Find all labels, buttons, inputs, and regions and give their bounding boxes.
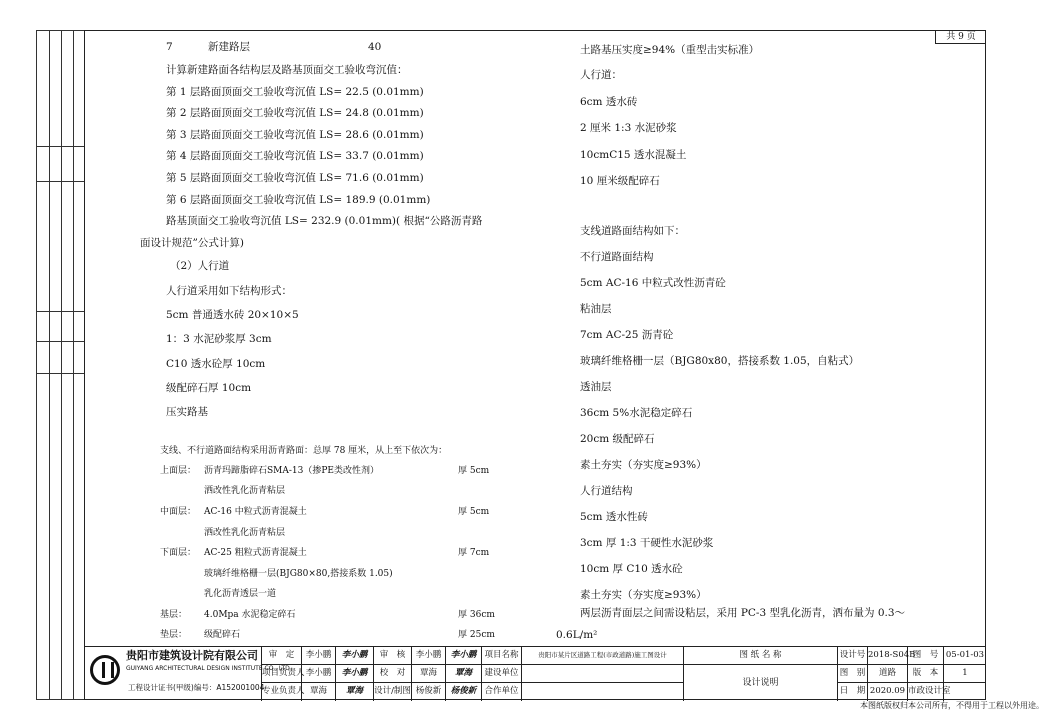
layer-thickness: 厚 5cm [458, 466, 490, 476]
paragraph-line: 3cm 厚 1:3 干硬性水泥砂浆 [580, 537, 714, 549]
paragraph-line: 第 1 层路面顶面交工验收弯沉值 LS= 22.5 (0.01mm) [166, 86, 424, 98]
paragraph-line: 素土夯实（夯实度≥93%） [580, 589, 707, 601]
paragraph-line: 人行道： [580, 69, 622, 81]
meta-label: 图 别 [838, 665, 868, 683]
layer-name: 基层： [160, 610, 188, 620]
paragraph-line: 1：3 水泥砂浆厚 3cm [166, 333, 272, 345]
meta-label: 设计号 [838, 647, 868, 665]
project-field-label: 项目名称 [482, 647, 522, 665]
layer-description: 洒改性乳化沥青粘层 [204, 528, 286, 538]
layer-description: AC-25 粗粒式沥青混凝土 [204, 548, 307, 558]
project-field-label: 建设单位 [482, 665, 522, 683]
layer-description: AC-16 中粒式沥青混凝土 [204, 507, 307, 517]
signature: 李小鹏 [336, 665, 374, 683]
drawing-name-label: 图 纸 名 称 [684, 647, 838, 665]
role-label: 专业负责人 [262, 683, 302, 701]
paragraph-line: 5cm 透水性砖 [580, 511, 648, 523]
project-field-label: 合作单位 [482, 683, 522, 701]
paragraph-line: 路基顶面交工验收弯沉值 LS= 232.9 (0.01mm)( 根据“公路沥青路 [166, 215, 483, 227]
role-label: 设计/制图 [374, 683, 412, 701]
signature: 李小鹏 [446, 647, 482, 665]
role-name: 李小鹏 [302, 647, 336, 665]
project-field-value [522, 683, 684, 701]
paragraph-line: 10cmC15 透水混凝土 [580, 149, 687, 161]
paragraph-line: 素土夯实（夯实度≥93%） [580, 459, 707, 471]
layer-7-index: 7 [166, 41, 173, 53]
layer-description: 乳化沥青透层一道 [204, 589, 277, 599]
role-name: 李小鹏 [412, 647, 446, 665]
company-name: 贵阳市建筑设计院有限公司 [126, 649, 258, 662]
layer-description: 洒改性乳化沥青粘层 [204, 486, 286, 496]
signature: 李小鹏 [336, 647, 374, 665]
layer-7-thickness: 40 [368, 41, 382, 53]
meta-value [944, 683, 986, 701]
paragraph-line: 5cm AC-16 中粒式改性沥青砼 [580, 277, 726, 289]
paragraph-line: 压实路基 [166, 406, 208, 418]
layer-description: 玻璃纤维格栅一层(BJG80×80,搭接系数 1.05) [204, 569, 393, 579]
role-label: 审 核 [374, 647, 412, 665]
role-name: 覃海 [412, 665, 446, 683]
paragraph-line: 支线道路面结构如下： [580, 225, 685, 237]
design-certificate: 工程设计证书(甲级)编号：A152001004 [128, 683, 265, 692]
signature: 覃海 [336, 683, 374, 701]
paragraph-line: 20cm 级配碎石 [580, 433, 655, 445]
paragraph-line: 人行道结构 [580, 485, 633, 497]
layer-description: 4.0Mpa 水泥稳定碎石 [204, 610, 296, 620]
paragraph-line: 第 3 层路面顶面交工验收弯沉值 LS= 28.6 (0.01mm) [166, 129, 424, 141]
paragraph-line: 级配碎石厚 10cm [166, 382, 252, 394]
layer-name: 垫层： [160, 630, 188, 640]
meta-label: 市政设计室 [908, 683, 944, 701]
paragraph-line: 第 6 层路面顶面交工验收弯沉值 LS= 189.9 (0.01mm) [166, 194, 431, 206]
signature: 杨俊新 [446, 683, 482, 701]
paragraph-line: 10cm 厚 C10 透水砼 [580, 563, 683, 575]
layer-thickness: 厚 25cm [458, 630, 495, 640]
title-block [84, 646, 986, 700]
role-name: 李小鹏 [302, 665, 336, 683]
layer-name: 中面层： [160, 507, 197, 517]
paragraph-line: 不行道路面结构 [580, 251, 654, 263]
role-name: 覃海 [302, 683, 336, 701]
paragraph-line: 5cm 普通透水砖 20×10×5 [166, 309, 299, 321]
meta-value: 1 [944, 665, 986, 683]
layer-thickness: 厚 36cm [458, 610, 495, 620]
paragraph-line: 计算新建路面各结构层及路基顶面交工验收弯沉值： [166, 64, 408, 76]
signature: 覃海 [446, 665, 482, 683]
role-label: 审 定 [262, 647, 302, 665]
paragraph-line: 透油层 [580, 381, 612, 393]
meta-label: 日 期 [838, 683, 868, 701]
meta-value: 05-01-03 [944, 647, 986, 665]
paragraph-line: 粘油层 [580, 303, 612, 315]
meta-label: 图 号 [908, 647, 944, 665]
paragraph-line: 2 厘米 1:3 水泥砂浆 [580, 122, 677, 134]
drawing-name: 设计说明 [684, 665, 838, 701]
meta-value: 2020.09 [868, 683, 908, 701]
company-name-en: GUIYANG ARCHITECTURAL DESIGN INSTITUTE CO., LTD [126, 665, 290, 672]
paragraph-line: 第 5 层路面顶面交工验收弯沉值 LS= 71.6 (0.01mm) [166, 172, 424, 184]
meta-value: 道路 [868, 665, 908, 683]
paragraph-line: 面设计规范”公式计算) [140, 237, 244, 249]
layer-thickness: 厚 5cm [458, 507, 490, 517]
layer-thickness: 厚 7cm [458, 548, 490, 558]
paragraph-line: 土路基压实度≥94%（重型击实标准） [580, 44, 760, 56]
layer-7-name: 新建路层 [208, 41, 250, 53]
layer-name: 上面层： [160, 466, 197, 476]
paragraph-line: 玻璃纤维格栅一层（BJG80x80，搭接系数 1.05，自粘式） [580, 355, 860, 367]
paragraph-line: 36cm 5%水泥稳定碎石 [580, 407, 693, 419]
project-field-value [522, 665, 684, 683]
paragraph-line: 0.6L/m² [556, 629, 598, 641]
paragraph-line: 7cm AC-25 沥青砼 [580, 329, 674, 341]
branch-intro: 支线、不行道路面结构采用沥青路面：总厚 78 厘米，从上至下依次为： [160, 446, 448, 456]
layer-description: 沥青玛蹄脂碎石SMA-13（掺PE类改性剂） [204, 466, 379, 476]
paragraph-line: 两层沥青面层之间需设粘层，采用 PC-3 型乳化沥青，洒布量为 0.3～ [580, 607, 906, 619]
section-heading: （2）人行道 [170, 260, 230, 272]
layer-description: 级配碎石 [204, 630, 241, 640]
binding-strip [36, 30, 84, 700]
paragraph-line: C10 透水砼厚 10cm [166, 358, 266, 370]
copyright-note: 本图纸版权归本公司所有，不得用于工程以外用途。 [860, 701, 1044, 710]
paragraph-line: 第 4 层路面顶面交工验收弯沉值 LS= 33.7 (0.01mm) [166, 150, 424, 162]
layer-name: 下面层： [160, 548, 197, 558]
meta-value: 2018-S04B [868, 647, 908, 665]
role-label: 校 对 [374, 665, 412, 683]
page-count: 共 9 页 [935, 30, 986, 44]
paragraph-line: 第 2 层路面顶面交工验收弯沉值 LS= 24.8 (0.01mm) [166, 107, 424, 119]
paragraph-line: 6cm 透水砖 [580, 96, 638, 108]
project-field-value: 贵阳市某片区道路工程(市政道路)施工图设计 [522, 647, 684, 665]
role-name: 杨俊新 [412, 683, 446, 701]
paragraph-line: 人行道采用如下结构形式： [166, 285, 292, 297]
role-label: 项目负责人 [262, 665, 302, 683]
meta-label: 版 本 [908, 665, 944, 683]
paragraph-line: 10 厘米级配碎石 [580, 175, 660, 187]
